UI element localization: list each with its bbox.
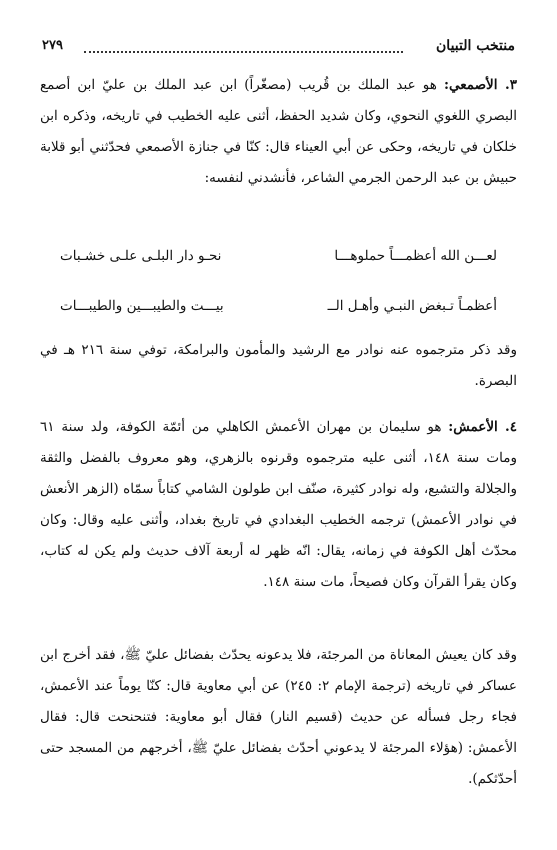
death-note-paragraph: وقد ذكر مترجموه عنه نوادر مع الرشيد والمأمون والبرامكة، توفي سنة ٢١٦ هـ في البصرة.	[40, 342, 517, 389]
murjia-paragraph	[40, 640, 517, 795]
entry-aamash	[40, 412, 517, 598]
header-title: منتخب التبيان	[436, 38, 515, 54]
entry-asmai-paragraph	[40, 70, 517, 194]
entry-aamash-text: هو سليمان بن مهران الأعمش الكاهلي من أئمّة الكوفة، ولد سنة ٦١ ومات سنة ١٤٨، أثنى عليه مترجموه وقرنوه بالزهري، وهو معروف بالفضل والثقة والجلالة والتشيع، وله نوادر كثيرة، صنّف ابن طولون الشامي كتاباً سمّاه (الزهر الأنعش في نوادر الأعمش) ترجمه الخطيب البغدادي في تاريخ بغداد، وأثنى عليه وقال: وكان محدّث أهل الكوفة في زمانه، يقال: انّه ظهر له أربعة آلاف حديث ولم يكن له كتاب، وكان يقرأ القرآن وكان فصيحاً، مات سنة ١٤٨.	[40, 419, 517, 590]
entry-asmai-text: هو عبد الملك بن قُريب (مصغّراً) ابن عبد الملك بن عليّ ابن أصمع البصري اللغوي النحوي، وكان شديد الحفظ، أثنى عليه الخطيب في تاريخه، وذكره ابن خلكان في تاريخه، وحكى عن أبي العيناء قال: كنّا في جنازة الأصمعي فحدّثني أبو قلابة حبيش بن عبد الرحمن الجرمي الشاعر، فأنشدني لنفسه:	[40, 77, 517, 186]
entry-aamash-paragraph	[40, 412, 517, 598]
verse-1-second-hemistich: نحـو دار البلـى علـى خشـبات	[60, 248, 222, 264]
entry-asmai	[40, 70, 517, 194]
header-dotted-leader	[84, 51, 403, 53]
verse-2-first-hemistich: أعظمـاً تـبغض النبـي وأهـل الــ	[327, 298, 497, 314]
verse-2-second-hemistich: بيـــت والطيبـــين والطيبـــات	[60, 298, 224, 314]
murjia-paragraph-text: وقد كان يعيش المعاناة من المرجئة، فلا يدعونه يحدّث بفضائل عليّ ﷺ، فقد أخرج ابن عساكر في تاريخه (ترجمة الإمام ٢: ٢٤٥) عن أبي معاوية قال: كنّا يوماً عند الأعمش، فجاء رجل فسأله عن حديث (قسيم النار) فقال أبو معاوية: فتنحنحت قال: فقال الأعمش: (هؤلاء المرجئة لا يدعوني أحدّث بفضائل عليّ ﷺ، أخرجهم من المسجد حتى أحدّثكم).	[40, 647, 517, 787]
entry-aamash-lead: ٤. الأعمش:	[448, 419, 517, 435]
page-number: ٢٧٩	[42, 38, 63, 53]
verse-1-first-hemistich: لعـــن الله أعظمـــاً حملوهـــا	[334, 248, 497, 264]
running-header	[42, 38, 515, 60]
death-note	[40, 335, 517, 397]
entry-asmai-lead: ٣. الأصمعي:	[444, 77, 517, 93]
